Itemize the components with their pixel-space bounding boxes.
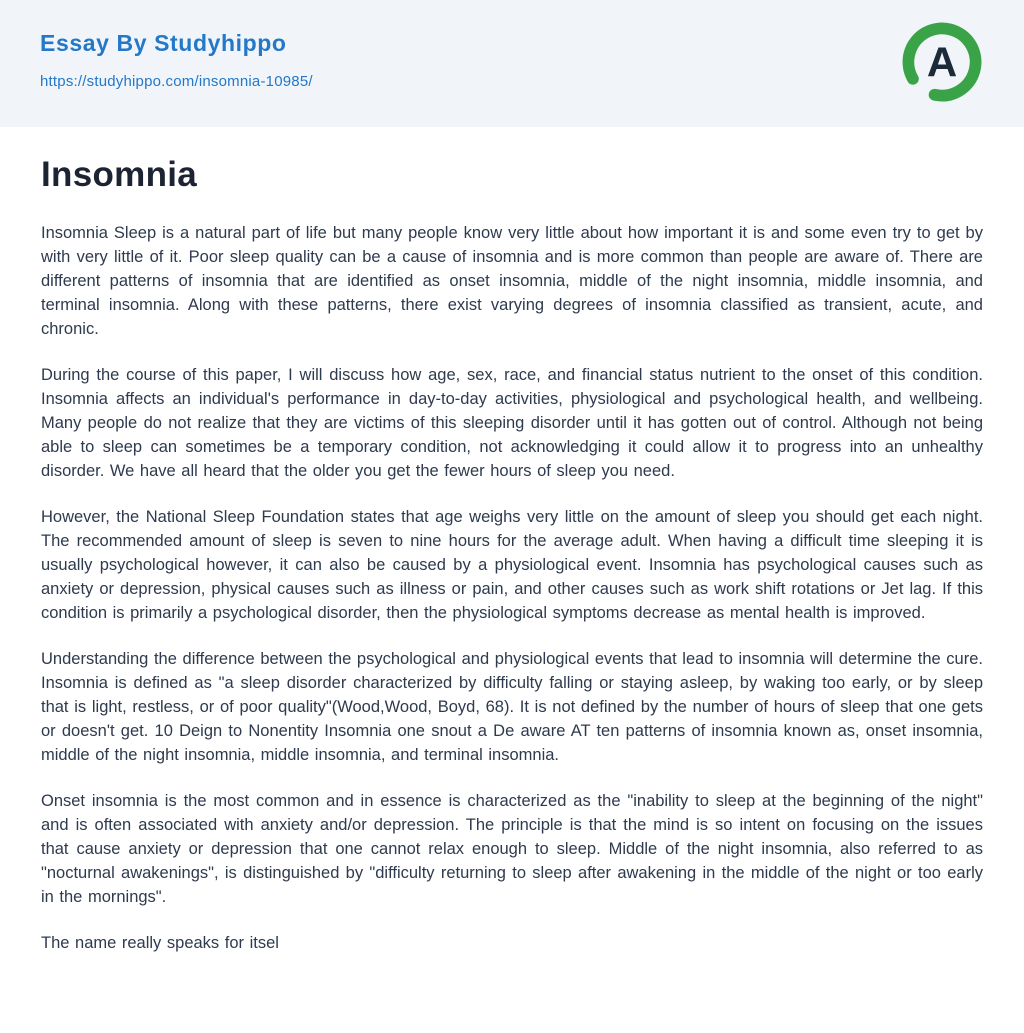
essay-paragraph: Understanding the difference between the psychological and physiological events that lead to insomnia will determine the cure. Insomnia is defined as "a sleep disorder characterized by difficulty falling or staying asleep, by waking too early, or by sleep that is light, restless, or of poor quality"(Wood,Wood, Boyd, 68). It is not defined by the number of hours of sleep that one gets or doesn't get. 10 Deign to Nonentity Insomnia one snout a De aware AT ten patterns of insomnia known as, onset insomnia, middle of the night insomnia, middle insomnia, and terminal insomnia. (41, 650, 983, 764)
studyhippo-logo (900, 20, 984, 104)
site-title: Essay By Studyhippo (40, 30, 287, 56)
essay-paragraph: However, the National Sleep Foundation states that age weighs very little on the amount of sleep you should get each night. The recommended amount of sleep is seven to nine hours for the average adult. When having a difficult time sleeping it is usually psychological however, it can also be caused by a physiological event. Insomnia has psychological causes such as anxiety or depression, physical causes such as illness or pain, and other causes such as work shift rotations or Jet lag. If this condition is primarily a psychological disorder, then the physiological symptoms decrease as mental health is improved. (41, 508, 983, 622)
logo-letter: A (926, 38, 958, 86)
essay-paragraph-truncated: The name really speaks for itsel (41, 934, 279, 952)
source-url-link[interactable]: https://studyhippo.com/insomnia-10985/ (40, 73, 313, 90)
essay-paragraph: During the course of this paper, I will discuss how age, sex, race, and financial status nutrient to the onset of this condition. Insomnia affects an individual's performance in day-to-day activities, physiological and psychological health, and wellbeing. Many people do not realize that they are victims of this sleeping disorder until it has gotten out of control. Although not being able to sleep can sometimes be a temporary condition, not acknowledging it could allow it to progress into an unhealthy disorder. We have all heard that the older you get the fewer hours of sleep you need. (41, 366, 983, 480)
essay-content (0, 127, 1024, 985)
essay-paragraph: Insomnia Sleep is a natural part of life but many people know very little about how important it is and some even try to get by with very little of it. Poor sleep quality can be a cause of insomnia and is more common than people are aware of. There are different patterns of insomnia that are identified as onset insomnia, middle of the night insomnia, middle insomnia, and terminal insomnia. Along with these patterns, there exist varying degrees of insomnia classified as transient, acute, and chronic. (41, 224, 983, 338)
logo-ring-icon (900, 20, 984, 104)
essay-paragraph: Onset insomnia is the most common and in essence is characterized as the "inability to sleep at the beginning of the night" and is often associated with anxiety and/or depression. The principle is that the mind is so intent on focusing on the issues that cause anxiety or depression that one cannot relax enough to sleep. Middle of the night insomnia, also referred to as "nocturnal awakenings", is distinguished by "difficulty returning to sleep after awakening in the middle of the night or too early in the mornings". (41, 792, 983, 906)
essay-title: Insomnia (41, 155, 198, 194)
essay-body (41, 221, 983, 955)
page-header (0, 0, 1024, 127)
